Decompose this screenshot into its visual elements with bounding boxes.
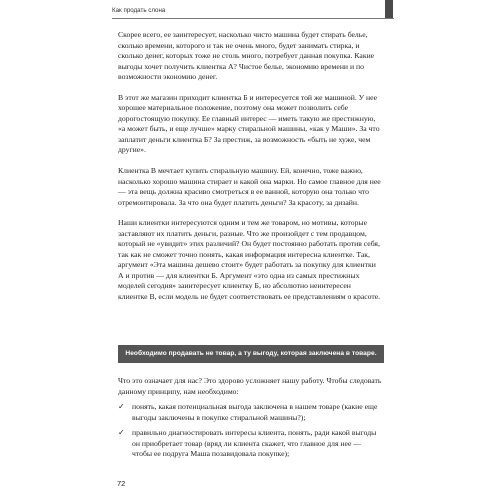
highlight-callout: Необходимо продавать не товар, а ту выгоду, которая заключена в товаре. [118,345,384,363]
checklist [118,402,382,460]
after-callout-section [118,376,382,465]
paragraph: Скорее всего, ее заинтересует, насколько чисто машина будет стирать белье, сколько времени, которого и так не очень много, будет занимать стирка, и сколько денег, которых тоже не столь много, потребует данная покупка. Какие выгоды хочет получить клиентка А? Чистое белье, экономию времени и по возможности экономию денег. [118,30,375,82]
checklist-item-text: правильно диагностировать интересы клиента, понять, ради какой выгоды он приобретает товар (вряд ли клиента скажет, что главное для нее — чтобы ее подруга Маша позавидовала покупке); [132,428,377,459]
check-mark-icon: ✓ [118,428,125,438]
checklist-item [118,402,382,423]
paragraph: В этот же магазин приходит клиентка Б и интересуется той же машиной. У нее хорошее материальное положение, поэтому она может позволить себе дорогостоящую покупку. Ее главный интерес — иметь такую же престижную, «а может быть, и еще лучше» марку стиральной машины, «как у Маши». За что заплатит деньги клиентка Б? За престиж, за возможность «быть не хуже, чем другие». [118,92,380,155]
checklist-item-text: понять, какая потенциальная выгода заключена в нашем товаре (какие еще выгоды заключены в покупке стиральной машины?); [132,402,378,422]
checklist-item [118,428,382,460]
body-text [118,30,382,313]
paragraph: Что это означает для нас? Это здорово усложняет нашу работу. Чтобы следовать данному принципу, нам необходимо: [118,376,382,396]
page-number: 72 [117,479,126,488]
paragraph: Клиентка В мечтает купить стиральную машину. Ей, конечно, тоже важно, насколько хорошо машина стирает и какой она марки. Но самое главное для нее — эта вещь должна красиво смотреться в ее ванной, которую она только что отремонтировала. За что она будет платить деньги? За красоту, за дизайн. [118,166,381,207]
paragraph: Наши клиентки интересуются одним и тем же товаром, но мотивы, которые заставляют их платить деньги, разные. Что же произойдет с тем продавцом, который не «увидит» этих различий? Он будет постоянно работать против себя, так как не сможет точно понять, какая информация интересна клиентке. Так, аргумент «Эта машина дешево стоит» будет работать за покупку для клиентки А и против — для клиентки Б. Аргумент «это одна из самых престижных моделей сегодня» заинтересует клиентку Б, но абсолютно неинтересен клиентке В, если модель не будет соответствовать ее представлениям о красоте. [118,218,381,302]
running-title: Как продать слона [112,7,166,14]
header-tab-marker [385,0,393,18]
header-rule [112,18,394,19]
check-mark-icon: ✓ [118,402,125,412]
